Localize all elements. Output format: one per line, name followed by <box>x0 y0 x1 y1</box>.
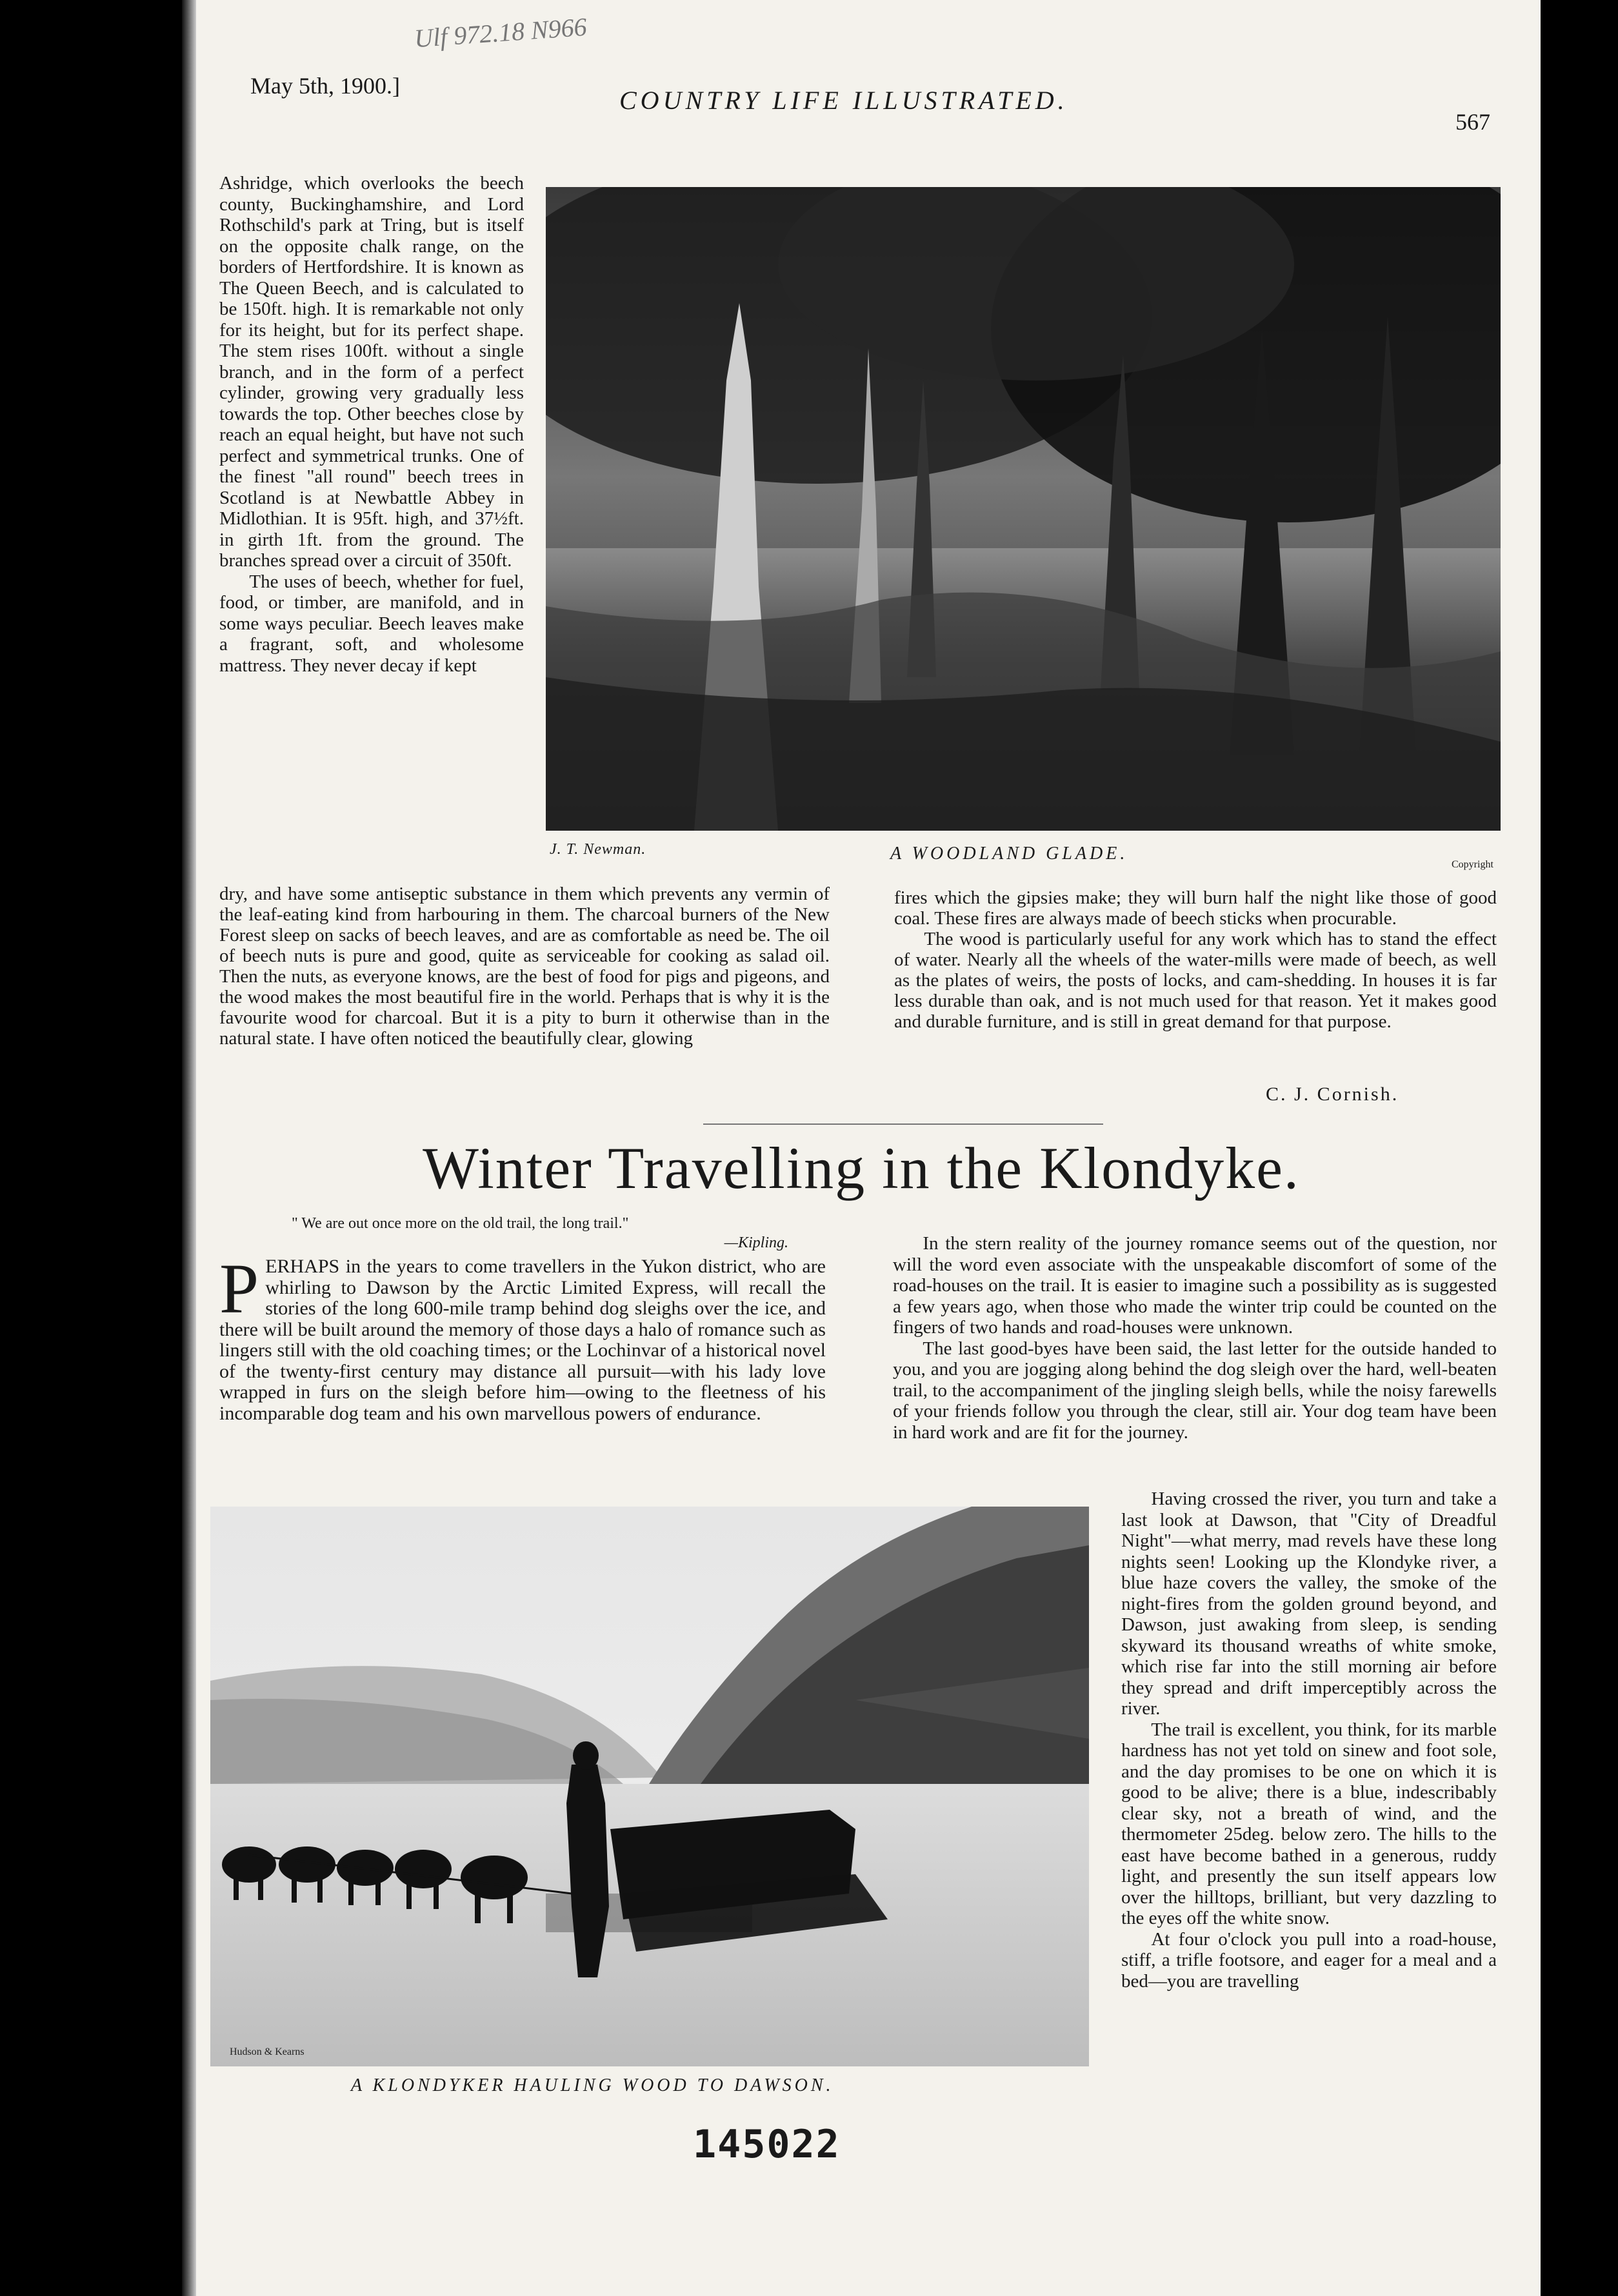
beech-paragraph: fires which the gipsies make; they will burn half the night like those of good coal. These fires are always made of beech sticks when procurable. <box>894 887 1497 929</box>
klondyke-left-column <box>219 1256 826 1476</box>
beech-article-narrow-column <box>219 173 524 863</box>
issue-date: May 5th, 1900.] <box>250 73 400 99</box>
klondyke-photo-credit: Hudson & Kearns <box>230 2046 305 2057</box>
beech-article-right-column <box>894 887 1497 1081</box>
klondyke-image <box>210 1507 1089 2066</box>
klondyke-narrow-column <box>1121 1489 1497 2109</box>
drop-cap: P <box>219 1256 259 1328</box>
beech-paragraph: The wood is particularly useful for any work which has to stand the effect of water. Nearly all the wheels of the water-mills were made of beech, as well as the plates of weirs, the posts of locks, and cam-shedding. In houses it is far less durable than oak, and is not much used for that reason. Yet it makes good and durable furniture, and is still in great demand for that purpose. <box>894 929 1497 1032</box>
klondyke-right-column <box>893 1233 1497 1486</box>
library-stamp-number: 145022 <box>693 2122 841 2167</box>
beech-paragraph: Ashridge, which overlooks the beech county, Buckinghamshire, and Lord Rothschild's park at Tring, but is itself on the opposite chalk range, on the borders of Hertfordshire. It is known as The Queen Beech, and is calculated to be 150ft. high. It is remarkable not only for its height, but for its perfect shape. The stem rises 100ft. without a single branch, and in the form of a perfect cylinder, growing very gradually less towards the top. Other beeches close by reach an equal height, but have not such perfect and symmetrical trunks. One of the finest "all round" beech trees in Scotland is at Newbattle Abbey in Midlothian. It is 95ft. high, and 37½ft. in girth 1ft. from the ground. The branches spread over a circuit of 350ft. <box>219 173 524 571</box>
klondyke-paragraph: The last good-byes have been said, the last letter for the outside handed to you, and you are jogging along behind the dog sleigh over the hard, well-beaten trail, to the accompaniment of the jingling sleigh bells, while the noisy farewells of your friends follow you through the clear, still air. Your dog team have been in hard work and are fit for the journey. <box>893 1338 1497 1443</box>
page-number: 567 <box>1455 109 1490 135</box>
klondyke-headline: Winter Travelling in the Klondyke. <box>423 1135 1300 1201</box>
handwritten-call-number: Ulf 972.18 N966 <box>413 12 588 54</box>
glade-photographer-credit: J. T. Newman. <box>550 841 646 858</box>
magazine-title: COUNTRY LIFE ILLUSTRATED. <box>619 86 1068 115</box>
epigraph-attribution: —Kipling. <box>724 1234 788 1251</box>
klondyke-paragraph: Having crossed the river, you turn and take a last look at Dawson, that "City of Dreadful Night"—what merry, mad revels have these long nights seen! Looking up the Klondyke river, a blue haze covers the valley, the smoke of the night-fires from the golden ground beyond, and Dawson, just awaking from sleep, is sending skyward its thousand wreaths of white smoke, which rise far into the still morning air before they spread and drift imperceptibly across the river. <box>1121 1489 1497 1719</box>
beech-author: C. J. Cornish. <box>1266 1084 1399 1105</box>
woodland-glade-photo <box>546 187 1501 831</box>
glade-copyright: Copyright <box>1452 859 1493 870</box>
epigraph-text: " We are out once more on the old trail, the long trail." <box>292 1215 629 1232</box>
klondyke-photo-caption: A KLONDYKER HAULING WOOD TO DAWSON. <box>351 2075 834 2095</box>
klondyke-paragraph: In the stern reality of the journey romance seems out of the question, nor will the word even associate with the unspeakable discomfort of some of the road-houses on the trail. It is easier to imagine such a possibility as is suggested a few years ago, when those who made the winter trip could be counted on the fingers of two hands and road-houses were unknown. <box>893 1233 1497 1338</box>
beech-paragraph: The uses of beech, whether for fuel, food, or timber, are manifold, and in some ways peculiar. Beech leaves make a fragrant, soft, and wholesome mattress. They never decay if kept <box>219 571 524 676</box>
klondyke-photo <box>210 1507 1089 2066</box>
section-divider <box>703 1123 1103 1125</box>
klondyke-paragraph: ERHAPS in the years to come travellers in the Yukon district, who are whirling to Dawson by the Arctic Limited Express, will recall the stories of the long 600-mile tramp behind dog sleighs over the ice, and there will be built around the memory of those days a halo of romance such as lingers still with the old coaching times; or the Lochinvar of a historical novel of the twenty-first century may distance all pursuit—with his lady love wrapped in furs on the sleigh before him—owing to the fleetness of his incomparable dog team and his own marvellous powers of endurance. <box>219 1256 826 1424</box>
woodland-glade-image <box>546 187 1501 831</box>
beech-article-wide-column <box>219 884 830 1100</box>
klondyke-paragraph: The trail is excellent, you think, for its marble hardness has not yet told on sinew and foot sole, and the day promises to be one on which it is good to be alive; there is a blue, indescribably clear sky, not a breath of wind, and the thermometer 25deg. below zero. The hills to the east have become bathed in a generous, ruddy light, and presently the sun itself appears low over the hilltops, brilliant, but very dazzling to the eyes off the white snow. <box>1121 1719 1497 1928</box>
klondyke-paragraph: At four o'clock you pull into a road-house, stiff, a trifle footsore, and eager for a meal and a bed—you are travelling <box>1121 1928 1497 1992</box>
klondyke-epigraph <box>292 1214 788 1252</box>
beech-paragraph: dry, and have some antiseptic substance in them which prevents any vermin of the leaf-eating kind from harbouring in them. The charcoal burners of the New Forest sleep on sacks of beech leaves, and are as comfortable as need be. The oil of beech nuts is pure and good, quite as serviceable for cooking as salad oil. Then the nuts, as everyone knows, are the best of food for pigs and pigeons, and the wood makes the most beautiful fire in the world. Perhaps that is why it is the favourite wood for charcoal. But it is a pity to burn it otherwise than in the natural state. I have often noticed the beautifully clear, glowing <box>219 884 830 1049</box>
glade-photo-caption: A WOODLAND GLADE. <box>890 844 1128 864</box>
